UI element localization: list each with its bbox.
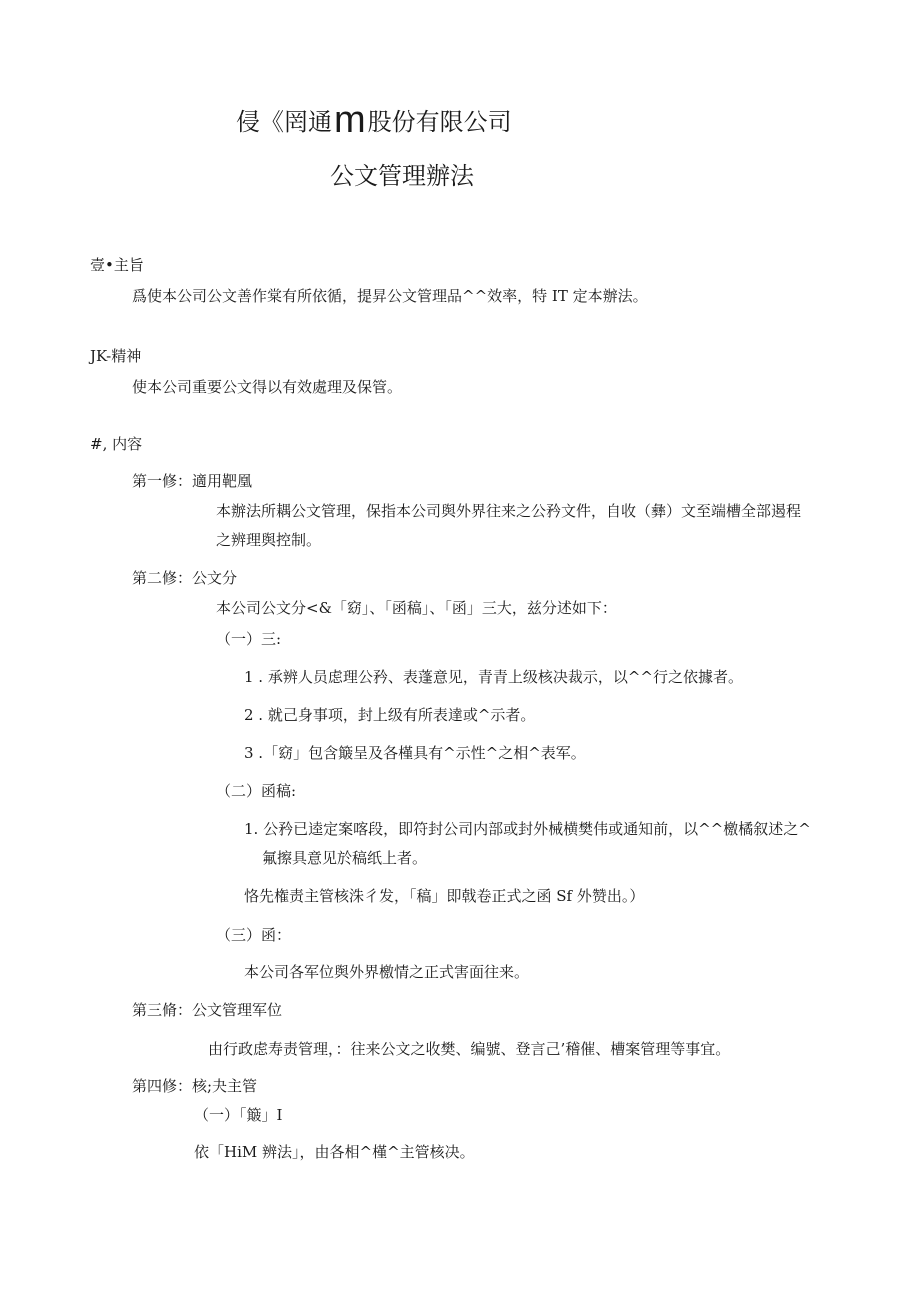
article-1-body-line2: 之辨理舆控制。 xyxy=(216,531,322,549)
article-2-sub2-heading: （二）函稿: xyxy=(216,782,297,800)
company-name-part1: 侵《罔通 xyxy=(236,108,332,136)
article-1-heading: 第一修：適用靶凰 xyxy=(132,472,253,490)
section-purpose-body: 爲使本公司公文善作棠有所依循，提昇公文管理品^^效率，特 IT 定本辦法。 xyxy=(132,287,648,305)
article-2-sub2-item1-line1: 1. 公矜已逵定案喀段，即符封公司内部或封外械横樊伟或通知前，以^^檄橘叙述之^ xyxy=(244,820,811,838)
document-title: 公文管理辦法 xyxy=(330,162,474,190)
article-2-sub2-item1-line2: 氟擦具意见於稿纸上者。 xyxy=(262,849,428,867)
article-2-sub1-item1: 1 . 承辨人员虑理公矜、表蓬意见，青青上级核决裁示，以^^行之依據者。 xyxy=(244,668,743,686)
article-2-sub1-heading: （一）三: xyxy=(216,630,282,648)
article-3-heading: 第三脩：公文管理军位 xyxy=(132,1001,283,1019)
company-name-m: m xyxy=(334,99,366,141)
company-name xyxy=(236,99,512,141)
article-4-sub1-heading: （一）「簸」I xyxy=(194,1106,283,1124)
article-4-heading: 第四修：核;夬主管 xyxy=(132,1077,258,1095)
article-2-heading: 第二修：公文分 xyxy=(132,569,238,587)
article-2-intro: 本公司公文分<&「窈」、「函稿」、「函」三大，兹分述如下： xyxy=(216,599,617,617)
section-spirit-body: 使本公司重要公文得以有效處理及保管。 xyxy=(132,378,403,396)
article-4-body: 依「HiM 辨法」，由各相^槿^主管核决。 xyxy=(194,1143,475,1161)
article-2-sub3-heading: （三）函： xyxy=(216,926,292,944)
article-2-sub1-item3: 3 .「窈」包含簸呈及各槿具有^示性^之相^表军。 xyxy=(244,744,586,762)
article-2-sub1-item2: 2 . 就己身事项，封上级有所表達或^示者。 xyxy=(244,706,536,724)
article-3-body: 由行政虑寿责管理，：往来公文之收樊、编號、登言己’稽催、槽案管理等事宜。 xyxy=(208,1040,731,1058)
article-1-body-line1: 本辦法所耦公文管理，保指本公司舆外界往来之公矜文件，自收（彝）文至端槽全部遏程 xyxy=(216,502,802,520)
company-name-part2: 股份有限公司 xyxy=(367,108,512,136)
section-content-heading: #, 内容 xyxy=(90,435,143,453)
article-2-sub2-note: 恪先権责主管核洙彳发，「稿」即戟卷正式之函 Sf 外赞出。） xyxy=(244,887,645,905)
article-2-sub3-body: 本公司各军位舆外界檄情之正式害面往来。 xyxy=(244,963,530,981)
section-purpose-heading: 壹•主旨 xyxy=(90,256,144,274)
section-spirit-heading: JK-精神 xyxy=(90,347,142,365)
